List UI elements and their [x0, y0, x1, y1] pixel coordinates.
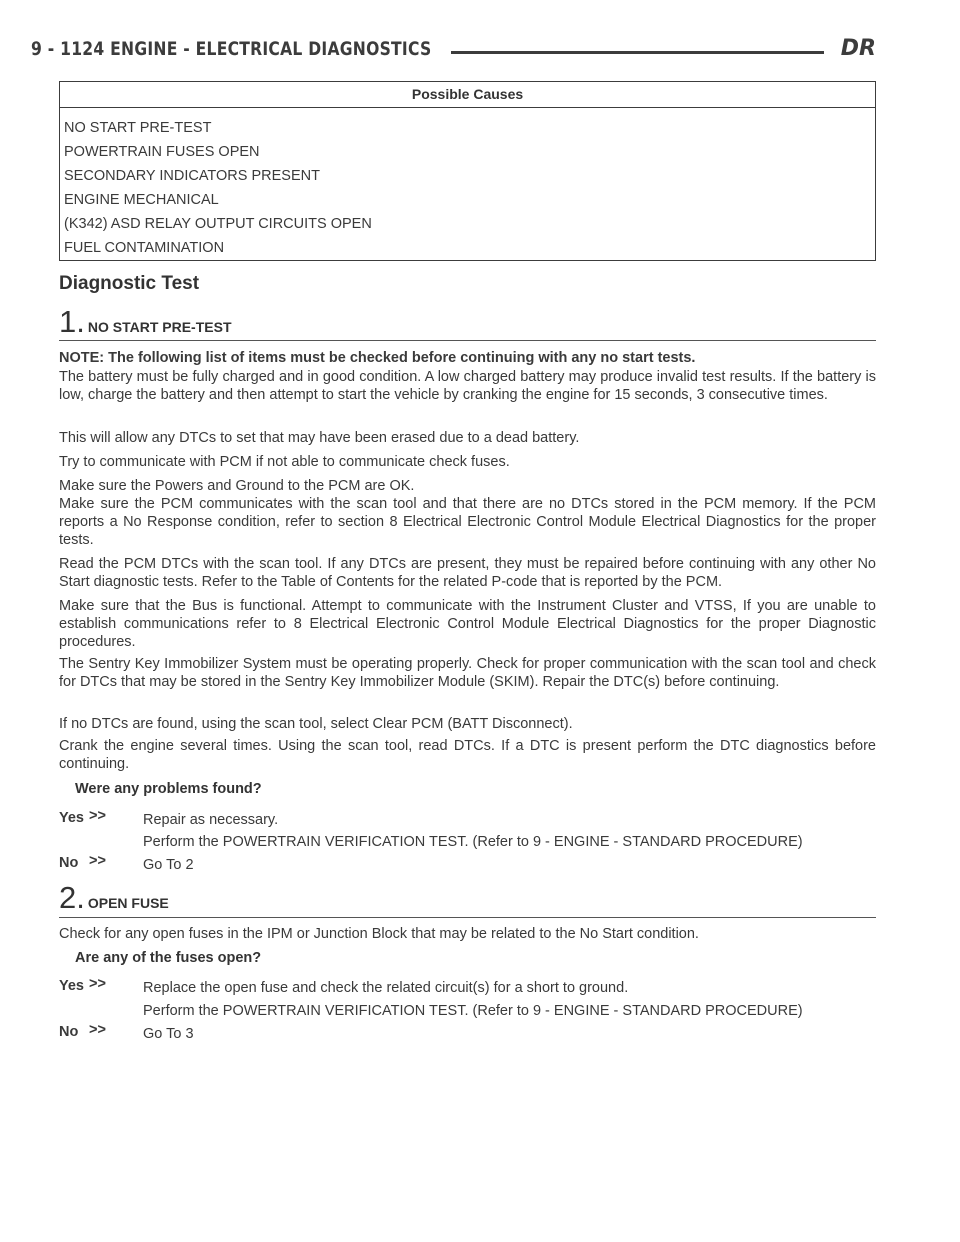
possible-causes-table	[59, 81, 876, 261]
step-number: 1.	[59, 304, 85, 339]
answer-text: Go To 3	[143, 1026, 194, 1042]
paragraph: Make sure the Powers and Ground to the PCM are OK.	[59, 478, 415, 494]
paragraph: Make sure the PCM communicates with the scan tool and that there are no DTCs stored in the PCM memory. If the PCM reports a No Response condition, refer to section 8 Electrical Electronic Control Module Electrical Diagnostics for the proper tests.	[59, 496, 876, 548]
arrow-icon: >>	[89, 808, 106, 824]
answer-text: Replace the open fuse and check the related circuit(s) for a short to ground.	[143, 980, 629, 996]
answer-text: Perform the POWERTRAIN VERIFICATION TEST. (Refer to 9 - ENGINE - STANDARD PROCEDURE)	[143, 1003, 803, 1019]
step-1-heading	[59, 304, 876, 342]
header-model-code: DR	[840, 36, 876, 61]
paragraph: Make sure that the Bus is functional. Attempt to communicate with the Instrument Cluster and VTSS, If you are unable to establish communications refer to 8 Electrical Electronic Control Module Electrical Diagnostics for the proper Diagnostic procedures.	[59, 598, 876, 650]
header-rule	[451, 51, 824, 54]
paragraph: Try to communicate with PCM if not able to communicate check fuses.	[59, 454, 510, 470]
answer-text: Perform the POWERTRAIN VERIFICATION TEST. (Refer to 9 - ENGINE - STANDARD PROCEDURE)	[143, 834, 803, 850]
paragraph: Crank the engine several times. Using the scan tool, read DTCs. If a DTC is present perform the DTC diagnostics before continuing.	[59, 738, 876, 772]
step-title: NO START PRE-TEST	[87, 319, 232, 335]
cause-item: ENGINE MECHANICAL	[64, 192, 219, 208]
step-1-note: NOTE: The following list of items must be checked before continuing with any no start tests.	[59, 350, 696, 366]
cause-item: NO START PRE-TEST	[64, 120, 212, 136]
cause-item: POWERTRAIN FUSES OPEN	[64, 144, 260, 160]
step-number: 2.	[59, 880, 85, 915]
answer-text: Go To 2	[143, 857, 194, 873]
paragraph: Read the PCM DTCs with the scan tool. If any DTCs are present, they must be repaired before continuing with any other No Start diagnostic tests. Refer to the Table of Contents for the related P-code that is reported by the PCM.	[59, 556, 876, 590]
paragraph: The battery must be fully charged and in good condition. A low charged battery may produce invalid test results. If the battery is low, charge the battery and then attempt to start the vehicle by cranking the engine for 15 seconds, 3 consecutive times.	[59, 369, 876, 403]
cause-item: SECONDARY INDICATORS PRESENT	[64, 168, 320, 184]
answer-label: Yes	[59, 978, 84, 994]
paragraph: The Sentry Key Immobilizer System must be operating properly. Check for proper communication with the scan tool and check for DTCs that may be stored in the Sentry Key Immobilizer Module (SKIM). Repair the DTC(s) before continuing.	[59, 656, 876, 690]
page-header	[31, 36, 876, 68]
step-rule	[59, 340, 876, 341]
step-title: OPEN FUSE	[87, 895, 169, 911]
cause-item: FUEL CONTAMINATION	[64, 240, 225, 256]
answer-label: No	[59, 855, 79, 871]
step-1-question: Were any problems found?	[75, 781, 262, 797]
step-2-question: Are any of the fuses open?	[75, 950, 262, 966]
paragraph: Check for any open fuses in the IPM or Junction Block that may be related to the No Start condition.	[59, 926, 699, 942]
arrow-icon: >>	[89, 1022, 106, 1038]
arrow-icon: >>	[89, 853, 106, 869]
answer-text: Repair as necessary.	[143, 812, 279, 828]
step-rule	[59, 917, 876, 918]
paragraph: This will allow any DTCs to set that may have been erased due to a dead battery.	[59, 430, 580, 446]
cause-item: (K342) ASD RELAY OUTPUT CIRCUITS OPEN	[64, 216, 372, 232]
answer-label: No	[59, 1024, 79, 1040]
causes-heading: Possible Causes	[60, 82, 875, 108]
section-title: Diagnostic Test	[59, 273, 200, 294]
arrow-icon: >>	[89, 976, 106, 992]
step-2-heading	[59, 880, 876, 918]
paragraph: If no DTCs are found, using the scan tool, select Clear PCM (BATT Disconnect).	[59, 716, 573, 732]
header-title: 9 - 1124 ENGINE - ELECTRICAL DIAGNOSTICS	[31, 38, 432, 60]
answer-label: Yes	[59, 810, 84, 826]
